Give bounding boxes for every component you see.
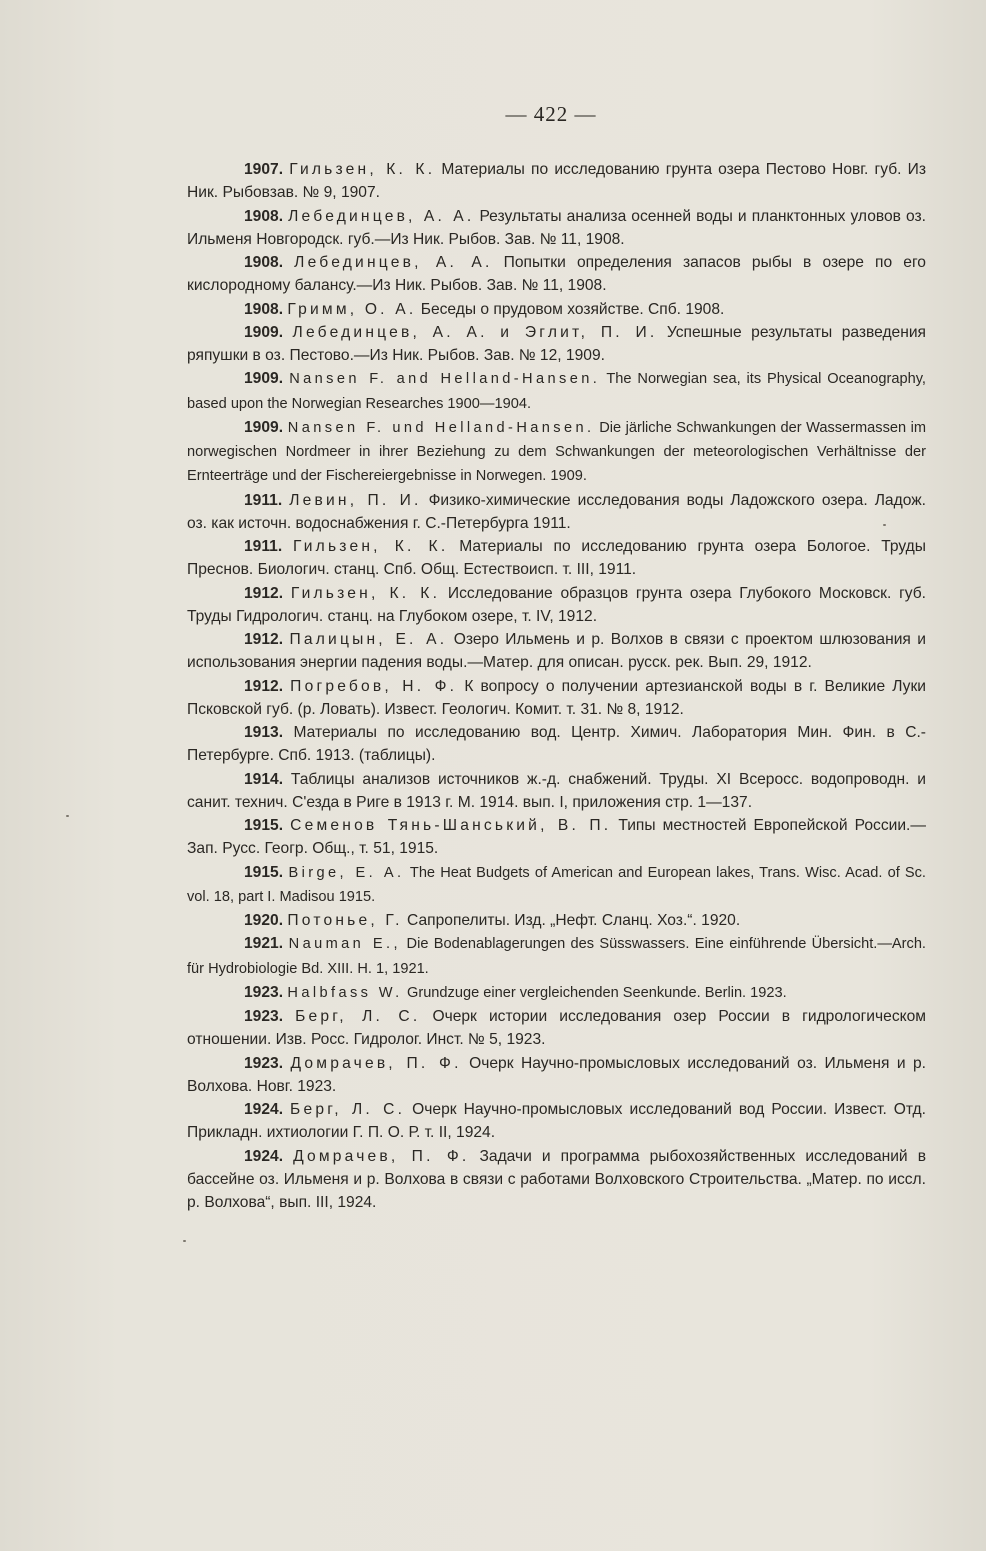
entry-text: Die järliche Schwankungen der Wassermassen im norwegischen Nordmeer in ihrer Beziehung zu dem Schwankungen der meteorologischen Verhältnisse der Ernteerträge und der Fischereiergebnisse in Norwegen. 1909. [187,419,926,485]
entry-text: Физико-химические исследования воды Ладожского озера. Ладож. оз. как источн. водоснабжения г. С.-Петербурга 1911. [187,491,926,532]
bibliography-entry [187,416,926,489]
entry-year: 1920. [244,912,284,929]
entry-author: Nauman E., [288,936,401,953]
entry-year: 1911. [244,538,283,555]
entry-year: 1908. [244,207,284,225]
entry-year: 1908. [244,300,284,318]
entry-author: Семенов Тянь-Шанський, В. П. [290,817,612,834]
entry-author: Потонье, Г. [287,912,403,929]
bibliography-entry [187,814,926,861]
entry-text: Grundzuge einer vergleichenden Seenkunde. Berlin. 1923. [406,984,787,1001]
bibliography-entry [187,981,926,1005]
entry-text: Материалы по исследованию грунта озера Бологое. Труды Преснов. Биологич. станц. Спб. Общ. Естествоисп. т. III, 1911. [187,538,926,579]
entry-text: Очерк Научно-промысловых исследований вод России. Извест. Отд. Прикладн. ихтиологии Г. П. О. Р. т. II, 1924. [187,1101,926,1142]
entry-year: 1912. [244,631,284,648]
entry-text: Исследование образцов грунта озера Глубокого Московск. губ. Труды Гидрологич. станц. на Глубоком озере, т. IV, 1912. [187,584,926,625]
entry-author: Берг, Л. С. [295,1008,421,1025]
entry-text: Попытки определения запасов рыбы в озере по его кислородному балансу.—Из Ник. Рыбов. Зав. № 11, 1908. [187,254,926,295]
bibliography-list [187,158,926,1214]
entry-year: 1912. [244,584,284,602]
entry-text: К вопросу о получении артезианской воды в г. Великие Луки Псковской губ. (р. Ловать). Извест. Геологич. Комит. т. 31. № 8, 1912. [187,677,926,718]
entry-text: Озеро Ильмень и р. Волхов в связи с проектом шлюзования и использования энергии падения воды.—Матер. для описан. русск. рек. Вып. 29, 1912. [187,631,926,672]
bibliography-entry [187,321,926,368]
bibliography-entry [187,251,926,298]
bibliography-entry [187,1052,926,1099]
bibliography-entry [187,298,926,321]
bibliography-entry [187,489,926,536]
entry-year: 1923. [244,1054,284,1072]
entry-author: Halbfass W. [287,984,403,1001]
entry-author: Nansen F. and Helland-Hansen. [289,371,601,388]
entry-author: Домрачев, П. Ф. [290,1054,462,1072]
entry-author: Левин, П. И. [289,491,422,509]
entry-year: 1909. [244,323,284,341]
bibliography-entry [187,1145,926,1215]
bibliography-entry [187,628,926,675]
entry-year: 1921. [244,935,284,953]
entry-year: 1911. [244,491,283,509]
bibliography-entry [187,861,926,910]
entry-author: Лебединцев, А. А. [294,254,493,271]
entry-text: Очерк Научно-промысловых исследований оз. Ильменя и р. Волхова. Новг. 1923. [187,1054,926,1095]
bibliography-entry [187,1098,926,1145]
entry-year: 1924. [244,1101,284,1118]
entry-text: Сапропелиты. Изд. „Нефт. Сланц. Хоз.“. 1920. [407,912,741,929]
bibliography-entry [187,582,926,629]
entry-year: 1912. [244,677,284,695]
entry-text: Таблицы анализов источников ж.-д. снабжений. Труды. XI Всеросс. водопроводн. и санит. технич. С'езда в Риге в 1913 г. М. 1914. вып. I, приложения стр. 1—137. [187,770,926,811]
bibliography-entry [187,675,926,722]
bibliography-entry [187,158,926,205]
scan-speck [183,1240,186,1242]
bibliography-entry [187,932,926,981]
bibliography-entry [187,205,926,252]
entry-year: 1909. [244,418,284,436]
scan-speck [883,524,886,526]
entry-author: Гильзен, К. К. [293,538,449,555]
entry-year: 1915. [244,817,284,834]
bibliography-entry [187,909,926,932]
entry-author: Гильзен, К. К. [290,584,441,602]
entry-year: 1913. [244,724,284,741]
entry-year: 1924. [244,1147,284,1165]
entry-author: Палицын, Е. А. [289,631,448,648]
bibliography-entry [187,535,926,582]
entry-author: Nansen F. und Helland-Hansen. [287,419,595,436]
entry-year: 1915. [244,863,284,881]
entry-author: Погребов, Н. Ф. [290,677,458,695]
entry-author: Берг, Л. С. [290,1101,406,1118]
entry-year: 1923. [244,1008,284,1025]
entry-author: Гильзен, К. К. [289,161,436,178]
entry-author: Лебединцев, А. А. и Эглит, П. И. [292,323,658,341]
entry-text: The Heat Budgets of American and European lakes, Trans. Wisc. Acad. of Sc. vol. 18, part I. Madisou 1915. [187,864,926,905]
entry-year: 1923. [244,983,284,1001]
entry-author: Birge, E. A. [288,864,405,881]
entry-text: Die Bodenablagerungen des Süsswassers. Eine einführende Übersicht.—Arch. für Hydrobiologie Bd. XIII. H. 1, 1921. [187,936,926,977]
entry-year: 1914. [244,770,284,788]
bibliography-entry [187,1005,926,1052]
entry-text: Результаты анализа осенней воды и планктонных уловов оз. Ильменя Новгородск. губ.—Из Ник. Рыбов. Зав. № 11, 1908. [187,207,926,248]
entry-year: 1909. [244,370,284,388]
entry-text: Успешные результаты разведения ряпушки в оз. Пестово.—Из Ник. Рыбов. Зав. № 12, 1909. [187,323,926,364]
entry-author: Лебединцев, А. А. [288,207,475,225]
entry-text: Задачи и программа рыбохозяйственных исследований в бассейне оз. Ильменя и р. Волхова в связи с работами Волховского Строительства. „Матер. по иссл. р. Волхова“, вып. III, 1924. [187,1147,926,1211]
entry-text: The Norwegian sea, its Physical Oceanography, based upon the Norwegian Researches 1900—1904. [187,371,926,412]
scan-speck [66,815,69,817]
page-number: — 422 — [505,102,597,126]
bibliography-entry [187,768,926,815]
entry-text: Типы местностей Европейской России.—Зап. Русс. Геогр. Общ., т. 51, 1915. [187,817,926,858]
bibliography-entry [187,367,926,416]
bibliography-entry [187,721,926,768]
entry-author: Домрачев, П. Ф. [293,1147,470,1165]
entry-author: Гримм, О. А. [287,300,417,318]
entry-text: Материалы по исследованию вод. Центр. Химич. Лаборатория Мин. Фин. в С.-Петербурге. Спб. 1913. (таблицы). [187,724,927,765]
entry-text: Очерк истории исследования озер России в гидрологическом отношении. Изв. Росс. Гидролог. Инст. № 5, 1923. [187,1008,927,1049]
entry-text: Беседы о прудовом хозяйстве. Спб. 1908. [420,300,725,318]
entry-text: Материалы по исследованию грунта озера Пестово Новг. губ. Из Ник. Рыбовзав. № 9, 1907. [187,161,926,202]
entry-year: 1908. [244,254,284,271]
entry-year: 1907. [244,161,284,178]
